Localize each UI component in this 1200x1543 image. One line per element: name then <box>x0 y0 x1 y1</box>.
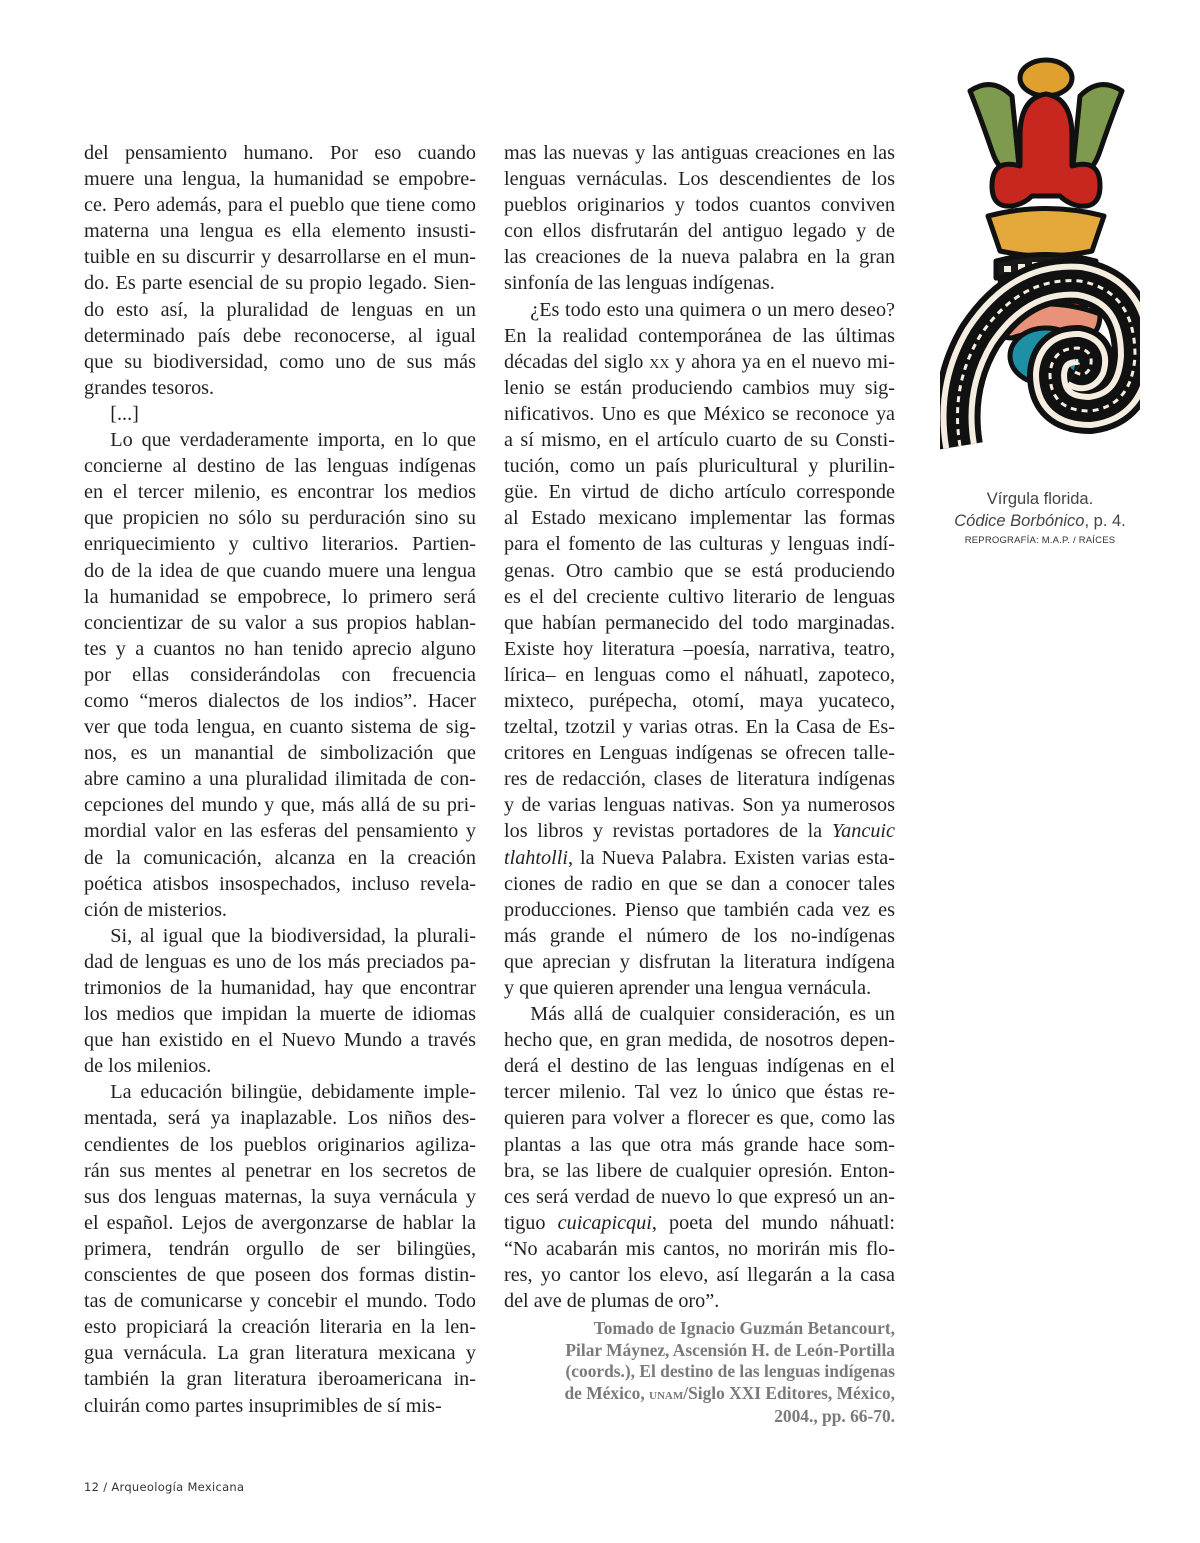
text-line: al Estado mexicano implementar las formas <box>504 507 895 530</box>
text-line: la humanidad se empobrece, lo primero será <box>84 585 476 608</box>
citation-line: (coords.), El destino de las lenguas indígenas <box>565 1361 895 1382</box>
text-line: rán sus mentes al penetrar en los secretos de <box>84 1159 476 1182</box>
text-line: concientizar de su valor a sus propios hablan- <box>84 611 476 634</box>
text-line: En la realidad contemporánea de las últimas <box>504 324 895 347</box>
text-line: es el del creciente cultivo literario de lenguas <box>504 585 895 608</box>
text-line: tes y a cuantos no han tenido aprecio alguno <box>84 637 476 660</box>
paragraph <box>84 427 476 923</box>
paragraph <box>504 297 895 1002</box>
text-line: poética atisbos insospechados, incluso revela- <box>84 872 476 895</box>
text-line: tas de comunicarse y concebir el mundo. Todo <box>84 1290 476 1313</box>
text-line: La educación bilingüe, debidamente imple- <box>110 1081 476 1104</box>
text-line: de los milenios. <box>84 1055 212 1078</box>
text-line: do. Es parte esencial de su propio legado. Sien- <box>84 272 476 295</box>
text-line: mentada, será ya inaplazable. Los niños des- <box>84 1107 476 1130</box>
text-line: los libros y revistas portadores de la Yancuic <box>504 820 895 843</box>
text-line: quieren para volver a florecer es que, como las <box>504 1107 895 1130</box>
text-line: los medios que impidan la muerte de idiomas <box>84 1003 476 1026</box>
text-line: lenguas vernáculas. Los descendientes de los <box>504 168 895 191</box>
text-line: do de la idea de que cuando muere una lengua <box>84 559 476 582</box>
text-line: dad de lenguas es uno de los más preciados pa- <box>84 950 476 973</box>
citation-line: 2004., pp. 66-70. <box>774 1405 895 1426</box>
caption-credit: REPROGRAFÍA: M.A.P. / RAÍCES <box>964 535 1116 546</box>
text-line: muere una lengua, la humanidad se empobre- <box>84 168 476 191</box>
text-line: cepciones del mundo y que, más allá de su pri- <box>84 794 476 817</box>
paragraph <box>504 1001 895 1314</box>
text-line: ces será verdad de nuevo lo que expresó un an- <box>504 1185 895 1208</box>
text-line: derá el destino de las lenguas indígenas en el <box>504 1055 895 1078</box>
text-line: mixteco, purépecha, otomí, maya yucateco, <box>504 689 895 712</box>
text-line: nificativos. Uno es que México se reconoce ya <box>504 402 895 425</box>
text-line: tuible en su discurrir y desarrollarse en el mun- <box>84 246 476 269</box>
text-line: lírica– en lenguas como el náhuatl, zapoteco, <box>504 663 895 686</box>
page-number: 12 <box>84 1480 100 1494</box>
text-line: tlahtolli, la Nueva Palabra. Existen varias esta- <box>504 846 895 869</box>
text-line: enriquecimiento y cultivo literarios. Partien- <box>84 533 476 556</box>
text-line: conscientes de que poseen dos formas distin- <box>84 1264 476 1287</box>
citation-line: Tomado de Ignacio Guzmán Betancourt, <box>593 1318 895 1339</box>
publication-name: Arqueología Mexicana <box>111 1480 245 1494</box>
source-citation <box>504 1318 895 1427</box>
text-line: ción de misterios. <box>84 898 227 921</box>
text-line: el español. Lejos de avergonzarse de hablar la <box>84 1211 476 1234</box>
text-line: trimonios de la humanidad, hay que encontrar <box>84 977 476 999</box>
text-line: ver que toda lengua, en cuanto sistema de sig- <box>84 716 476 739</box>
text-line: gua vernácula. La gran literatura mexicana y <box>84 1342 476 1365</box>
text-line: ¿Es todo esto una quimera o un mero deseo? <box>530 298 895 321</box>
paragraph <box>84 140 476 401</box>
text-line: que su biodiversidad, como uno de sus más <box>84 350 476 373</box>
text-line: de la comunicación, alcanza en la creación <box>84 846 476 869</box>
text-line: mas las nuevas y las antiguas creaciones en las <box>504 142 895 164</box>
text-line: como “meros dialectos de los indios”. Hacer <box>84 689 476 712</box>
text-line: y de varias lenguas nativas. Son ya numerosos <box>504 794 895 817</box>
text-line: hecho que, en gran medida, de nosotros depen- <box>504 1029 895 1052</box>
text-line: genas. Otro cambio que se está produciendo <box>504 559 895 582</box>
text-line: tercer milenio. Tal vez lo único que éstas re- <box>504 1081 895 1104</box>
text-line: ciones de radio en que se dan a conocer tales <box>504 872 895 895</box>
paragraph <box>84 1079 476 1418</box>
caption-title: Vírgula florida. <box>986 490 1094 508</box>
caption-page: , p. 4. <box>1084 512 1126 530</box>
right-text-column <box>504 140 895 1427</box>
citation-line: de México, unam/Siglo XXI Editores, México, <box>564 1383 895 1403</box>
paragraph <box>84 923 476 1080</box>
text-line: Lo que verdaderamente importa, en lo que <box>110 429 476 452</box>
page-footer <box>84 1480 244 1494</box>
paragraph <box>504 140 895 297</box>
text-line: Existe hoy literatura –poesía, narrativa, teatro, <box>504 637 895 660</box>
text-line: lenio se están produciendo cambios muy sig- <box>504 376 895 399</box>
text-line: primera, tendrán orgullo de ser bilingües, <box>84 1237 476 1260</box>
text-line: en el tercer milenio, es encontrar los medios <box>84 481 476 504</box>
text-line: tzeltal, tzotzil y varias otras. En la Casa de Es- <box>504 716 895 739</box>
caption-codex-title: Códice Borbónico <box>954 512 1085 530</box>
text-line: a sí mismo, en el artículo cuarto de su Consti- <box>504 429 895 452</box>
text-line: materna una lengua es ella elemento insusti- <box>84 220 476 243</box>
text-line: y que quieren aprender una lengua vernácula. <box>504 977 872 999</box>
text-line: cendientes de los pueblos originarios agiliza- <box>84 1133 476 1156</box>
text-line: abre camino a una pluralidad ilimitada de con- <box>84 768 476 791</box>
text-line: plantas a las que otra más grande hace som- <box>504 1133 895 1156</box>
paragraph <box>84 401 476 427</box>
text-line: bra, se las libere de cualquier opresión. Enton- <box>504 1159 895 1182</box>
text-line: más grande el número de los no-indígenas <box>504 924 895 947</box>
text-line: ce. Pero además, para el pueblo que tiene como <box>84 194 476 217</box>
caption-source <box>940 510 1140 532</box>
text-line: sus dos lenguas maternas, la suya vernácula y <box>84 1185 476 1208</box>
text-line: res, yo cantor los elevo, así llegarán a la casa <box>504 1264 895 1287</box>
text-line: décadas del siglo xx y ahora ya en el nuevo mi- <box>504 350 895 373</box>
footer-separator: / <box>99 1480 112 1494</box>
text-line: res de redacción, clases de literatura indígenas <box>504 768 895 791</box>
text-line: también la gran literatura iberoamericana in- <box>84 1368 476 1391</box>
text-line: para el fomento de las culturas y lenguas indí- <box>504 533 895 556</box>
figure-caption <box>940 488 1140 548</box>
text-line: cluirán como partes insuprimibles de sí mis- <box>84 1394 442 1417</box>
text-line: grandes tesoros. <box>84 376 215 399</box>
text-line: determinado país debe reconocerse, al igual <box>84 324 476 347</box>
text-line: Si, al igual que la biodiversidad, la plurali- <box>110 924 476 947</box>
text-line: que aprecian y disfrutan la literatura indígena <box>504 950 895 973</box>
citation-line: Pilar Máynez, Ascensión H. de León-Portilla <box>565 1339 895 1360</box>
text-line: tución, como un país pluricultural y plurilin- <box>504 455 895 478</box>
text-line: critores en Lenguas indígenas se ofrecen talle- <box>504 742 895 765</box>
text-line: del ave de plumas de oro”. <box>504 1290 720 1313</box>
text-line: mordial valor en las esferas del pensamiento y <box>84 820 476 843</box>
text-line: que propicien no sólo su perduración sino su <box>84 507 476 530</box>
left-text-column <box>84 140 476 1419</box>
text-line: que han existido en el Nuevo Mundo a través <box>84 1029 476 1052</box>
text-line: esto propiciará la creación literaria en la len- <box>84 1316 476 1339</box>
text-line: por ellas considerándolas con frecuencia <box>84 663 476 686</box>
text-line: del pensamiento humano. Por eso cuando <box>84 142 476 164</box>
text-line: producciones. Pienso que también cada vez es <box>504 898 895 921</box>
text-line: sinfonía de las lenguas indígenas. <box>504 272 775 295</box>
text-line: las creaciones de la nueva palabra en la gran <box>504 246 895 269</box>
text-line: concierne al destino de las lenguas indígenas <box>84 455 476 478</box>
text-line: Más allá de cualquier consideración, es un <box>530 1003 895 1026</box>
text-line: tiguo cuicapicqui, poeta del mundo náhuatl: <box>504 1211 895 1234</box>
text-line: nos, es un manantial de simbolización que <box>84 742 476 765</box>
virgula-florida-icon <box>940 56 1140 461</box>
text-line: do esto así, la pluralidad de lenguas en un <box>84 298 476 321</box>
text-line: que habían permanecido del todo marginadas. <box>504 611 895 634</box>
text-line: güe. En virtud de dicho artículo corresponde <box>504 481 895 504</box>
text-line: “No acabarán mis cantos, no morirán mis flo- <box>504 1237 895 1260</box>
text-line: con ellos disfrutarán del antiguo legado y de <box>504 220 895 243</box>
text-line: pueblos originarios y todos cuantos conviven <box>504 194 895 217</box>
text-line: [...] <box>110 402 139 425</box>
